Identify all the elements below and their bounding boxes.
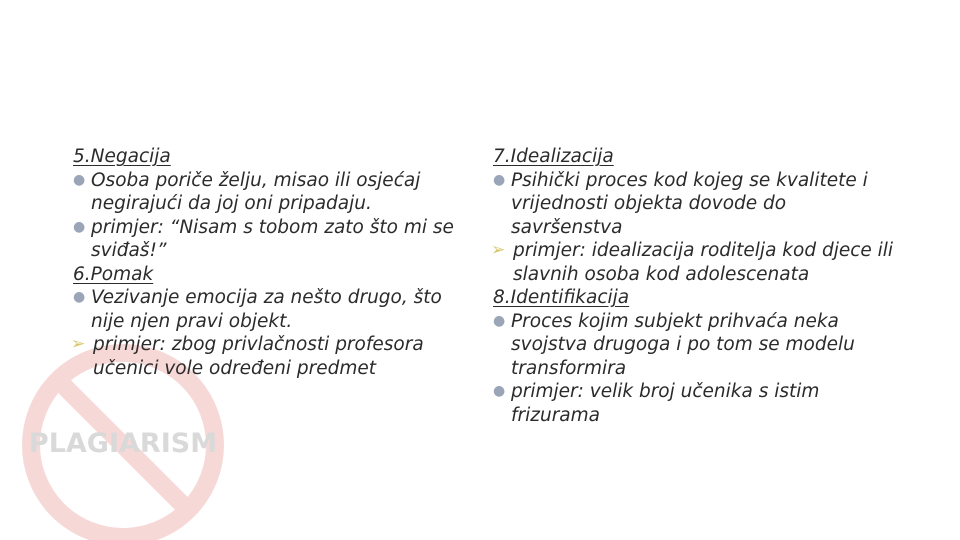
list-item-text: Proces kojim subjekt prihvaća neka svojstva drugoga i po tom se modelu transformira bbox=[511, 310, 855, 379]
bullet-icon: ● bbox=[73, 289, 86, 305]
list-item bbox=[73, 216, 478, 263]
watermark-text: PLAGIARISM bbox=[28, 428, 218, 459]
list-item bbox=[493, 169, 903, 240]
list-item bbox=[73, 333, 478, 380]
bullet-icon: ● bbox=[73, 171, 86, 188]
section-heading-negacija: 5.Negacija bbox=[73, 146, 171, 167]
section-heading-identifikacija: 8.Identifikacija bbox=[493, 287, 630, 308]
list-item bbox=[73, 169, 478, 216]
list-item-text: primjer: zbog privlačnosti profesora učenici vole određeni predmet bbox=[93, 334, 424, 379]
bullet-icon: ● bbox=[493, 171, 506, 188]
list-item-text: Osoba poriče želju, misao ili osjećaj negirajući da joj oni pripadaju. bbox=[91, 169, 421, 214]
section-heading-pomak: 6.Pomak bbox=[73, 263, 154, 285]
list-item bbox=[493, 310, 903, 381]
list-item bbox=[493, 380, 903, 427]
list-item bbox=[493, 239, 903, 286]
list-item-text: Vezivanje emocija za nešto drugo, što nije njen pravi objekt. bbox=[91, 287, 442, 332]
left-column bbox=[73, 145, 478, 380]
bullet-icon: ● bbox=[493, 383, 506, 399]
list-item-text: primjer: “Nisam s tobom zato što mi se sviđaš!” bbox=[91, 216, 454, 261]
arrow-bullet-icon: ➢ bbox=[491, 240, 506, 260]
bullet-icon: ● bbox=[493, 312, 506, 329]
list-item-text: primjer: idealizacija roditelja kod djece ili slavnih osoba kod adolescenata bbox=[513, 240, 894, 285]
list-item bbox=[73, 286, 478, 333]
list-item-text: Psihički proces kod kojeg se kvalitete i vrijednosti objekta dovode do savršenstva bbox=[511, 169, 868, 238]
right-column bbox=[493, 145, 903, 427]
list-item-text: primjer: velik broj učenika s istim frizurama bbox=[511, 381, 820, 426]
bullet-icon: ● bbox=[73, 218, 86, 235]
section-heading-idealizacija: 7.Idealizacija bbox=[493, 146, 614, 167]
arrow-bullet-icon: ➢ bbox=[71, 334, 86, 354]
